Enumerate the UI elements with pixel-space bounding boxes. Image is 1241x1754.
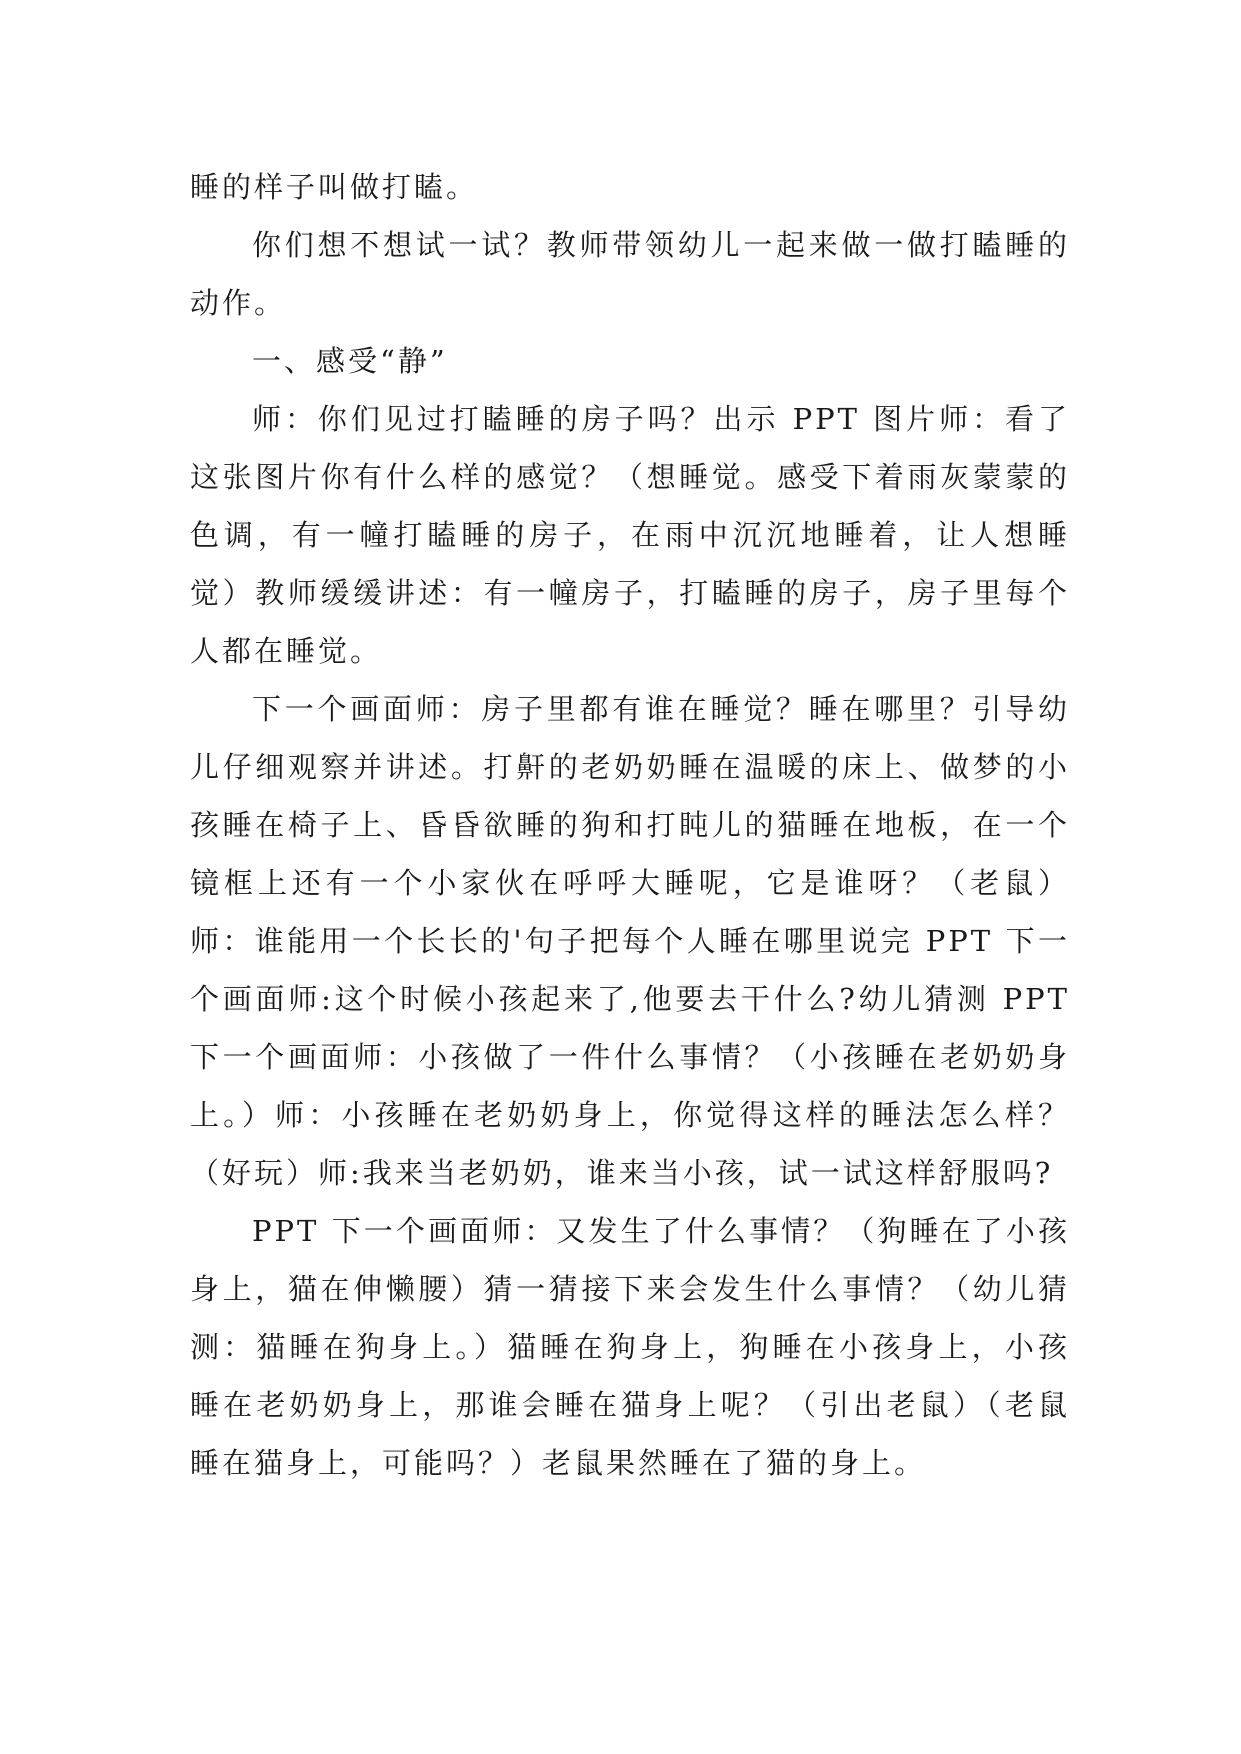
paragraph-1: 睡的样子叫做打瞌。 (190, 170, 479, 204)
paragraph-3: 师：你们见过打瞌睡的房子吗？出示 PPT 图片师：看了这张图片你有什么样的感觉？（想睡觉。感受下着雨灰蒙蒙的色调，有一幢打瞌睡的房子，在雨中沉沉地睡着，让人想睡觉）教师缓缓讲述：有一幢房子，打瞌睡的房子，房子里每个人都在睡觉。 (190, 402, 1070, 668)
document-page (190, 158, 1070, 1492)
paragraph-5: PPT 下一个画面师：又发生了什么事情？（狗睡在了小孩身上，猫在伸懒腰）猜一猜接下来会发生什么事情？（幼儿猜测：猫睡在狗身上。）猫睡在狗身上，狗睡在小孩身上，小孩睡在老奶奶身上，那谁会睡在猫身上呢？（引出老鼠）（老鼠睡在猫身上，可能吗？）老鼠果然睡在了猫的身上。 (190, 1214, 1070, 1480)
section-heading: 一、感受“静” (252, 344, 448, 378)
paragraph-2: 你们想不想试一试？教师带领幼儿一起来做一做打瞌睡的动作。 (190, 228, 1070, 320)
paragraph-4: 下一个画面师：房子里都有谁在睡觉？睡在哪里？引导幼儿仔细观察并讲述。打鼾的老奶奶睡在温暖的床上、做梦的小孩睡在椅子上、昏昏欲睡的狗和打盹儿的猫睡在地板，在一个镜框上还有一个小家伙在呼呼大睡呢，它是谁呀？（老鼠）师：谁能用一个长长的'句子把每个人睡在哪里说完 PPT 下一个画面师:这个时候小孩起来了,他要去干什么?幼儿猜测 PPT 下一个画面师：小孩做了一件什么事情？（小孩睡在老奶奶身上。）师：小孩睡在老奶奶身上，你觉得这样的睡法怎么样？（好玩）师:我来当老奶奶，谁来当小孩，试一试这样舒服吗? (190, 692, 1070, 1190)
